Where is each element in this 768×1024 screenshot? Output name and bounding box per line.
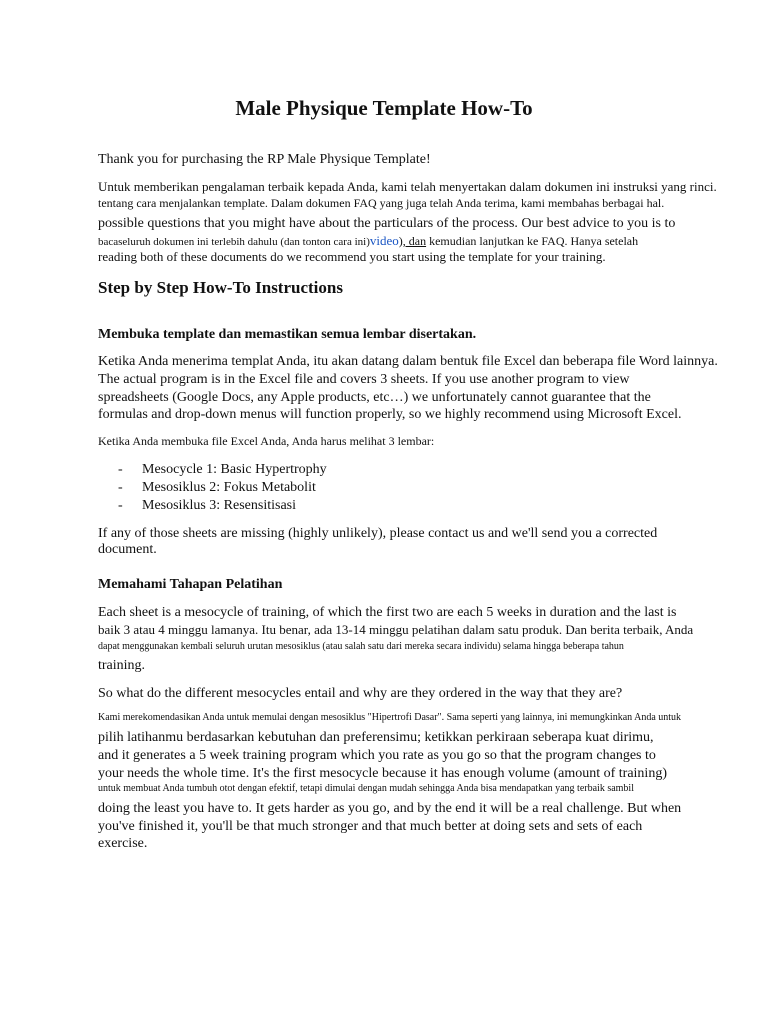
section1-line-1: Ketika Anda menerima templat Anda, itu akan datang dalam bentuk file Excel dan beberapa file Word lainnya.: [98, 354, 718, 369]
section2-p2-line-4: your needs the whole time. It's the first mesocycle because it has enough volume (amount of training): [98, 766, 667, 781]
intro-line-1: Untuk memberikan pengalaman terbaik kepada Anda, kami telah menyertakan dalam dokumen ini instruksi yang rinci.: [98, 179, 717, 194]
section2-p2-line-7: you've finished it, you'll be that much stronger and that much better at doing sets and sets of each: [98, 819, 643, 834]
section1-line-4: formulas and drop-down menus will function properly, so we highly recommend using Microsoft Excel.: [98, 407, 682, 422]
section2-p1-line-2: baik 3 atau 4 minggu lamanya. Itu benar, ada 13-14 minggu pelatihan dalam satu produk. Dan berita terbaik, Anda: [98, 622, 694, 637]
list-item: Mesocycle 1: Basic Hypertrophy: [142, 462, 327, 477]
bullet-marker: -: [118, 480, 123, 495]
section2-heading: Memahami Tahapan Pelatihan: [98, 577, 283, 592]
intro-line-4-start: bacaseluruh dokumen ini terlebih dahulu (dan tonton cara ini): [98, 236, 370, 248]
section2-p1-line-4: training.: [98, 658, 146, 673]
section2-p2-line-2: pilih latihanmu berdasarkan kebutuhan dan preferensimu; ketikkan perkiraan seberapa kuat dirimu,: [98, 730, 654, 745]
section2-p2-line-5: untuk membuat Anda tumbuh otot dengan efektif, tetapi dimulai dengan mudah sehingga Anda bisa mendapatkan yang terbaik sambil: [98, 783, 634, 794]
intro-line-2: tentang cara menjalankan template. Dalam dokumen FAQ yang juga telah Anda terima, kami membahas berbagai hal.: [98, 196, 665, 210]
intro-line-4-paren: ), dan: [398, 234, 427, 248]
section2-p2-line-8: exercise.: [98, 836, 148, 851]
list-item: Mesosiklus 2: Fokus Metabolit: [142, 480, 316, 495]
section2-p2-line-3: and it generates a 5 week training program which you rate as you go so that the program changes to: [98, 748, 656, 763]
section2-p1-line-3: dapat menggunakan kembali seluruh urutan mesosiklus (atau salah satu dari mereka secara individu) selama hingga beberapa tahun: [98, 641, 624, 652]
intro-line-3: possible questions that you might have about the particulars of the process. Our best advice to you is to: [98, 216, 676, 231]
section2-p1-line-1: Each sheet is a mesocycle of training, of which the first two are each 5 weeks in duration and the last is: [98, 605, 677, 620]
page-title: Male Physique Template How-To: [235, 96, 533, 120]
section1-line-2: The actual program is in the Excel file and covers 3 sheets. If you use another program to view: [98, 372, 630, 387]
section-heading: Step by Step How-To Instructions: [98, 278, 343, 297]
missing-line-2: document.: [98, 542, 157, 557]
section2-p2-line-1: Kami merekomendasikan Anda untuk memulai dengan mesosiklus "Hipertrofi Dasar". Sama seperti yang lainnya, ini memungkinkan Anda untuk: [98, 712, 682, 723]
intro-line-4-end: kemudian lanjutkan ke FAQ. Hanya setelah: [426, 234, 639, 248]
section1-line-3: spreadsheets (Google Docs, any Apple products, etc…) we unfortunately cannot guarantee that the: [98, 390, 651, 405]
bullet-marker: -: [118, 462, 123, 477]
section2-p2-line-6: doing the least you have to. It gets harder as you go, and by the end it will be a real challenge. But when: [98, 801, 682, 816]
sheets-intro: Ketika Anda membuka file Excel Anda, Anda harus melihat 3 lembar:: [98, 434, 435, 448]
bullet-marker: -: [118, 498, 123, 513]
intro-thanks: Thank you for purchasing the RP Male Physique Template!: [98, 152, 431, 167]
section1-heading: Membuka template dan memastikan semua lembar disertakan.: [98, 327, 477, 342]
list-item: Mesosiklus 3: Resensitisasi: [142, 498, 297, 513]
video-link[interactable]: video: [369, 233, 399, 248]
intro-line-5: reading both of these documents do we recommend you start using the template for your training.: [98, 249, 606, 264]
section2-question: So what do the different mesocycles entail and why are they ordered in the way that they are?: [98, 686, 623, 701]
intro-line-4: [98, 234, 638, 248]
missing-line-1: If any of those sheets are missing (highly unlikely), please contact us and we'll send you a corrected: [98, 526, 658, 541]
